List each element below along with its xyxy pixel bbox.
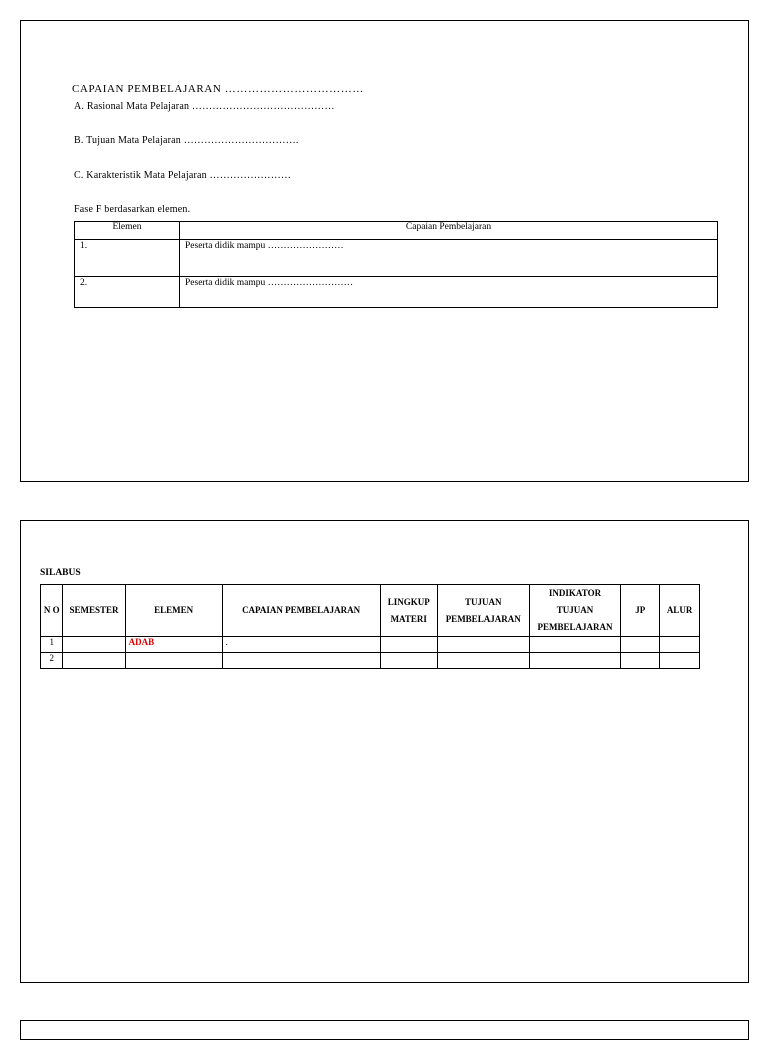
header-semester: SEMESTER: [63, 585, 125, 637]
cell-alur: [660, 653, 700, 669]
row-number: 2.: [75, 277, 180, 308]
cell-indikator: [529, 637, 621, 653]
cell-lingkup: [380, 637, 437, 653]
header-capaian: CAPAIAN PEMBELAJARAN: [222, 585, 380, 637]
cell-no: 2: [41, 653, 63, 669]
header-alur: ALUR: [660, 585, 700, 637]
table-row: [75, 240, 718, 277]
header-lingkup: LINGKUP MATERI: [380, 585, 437, 637]
cell-semester: [63, 653, 125, 669]
cell-jp: [621, 653, 660, 669]
karakteristik-item: C. Karakteristik Mata Pelajaran ……………………: [74, 170, 292, 181]
capaian-heading: CAPAIAN PEMBELAJARAN ………………………………: [72, 83, 364, 95]
row-number: 1.: [75, 240, 180, 277]
header-indikator: INDIKATOR TUJUAN PEMBELAJARAN: [529, 585, 621, 637]
cell-elemen: [125, 653, 222, 669]
silabus-title: SILABUS: [40, 568, 81, 578]
cell-tujuan: [437, 637, 529, 653]
cell-capaian: [222, 653, 380, 669]
rasional-item: A. Rasional Mata Pelajaran ……………………………………: [74, 101, 335, 112]
cell-lingkup: [380, 653, 437, 669]
capaian-table-header: [75, 222, 718, 240]
cell-alur: [660, 637, 700, 653]
silabus-table-header: [41, 585, 700, 637]
cell-capaian: .: [222, 637, 380, 653]
header-elemen: ELEMEN: [125, 585, 222, 637]
table-row: [41, 653, 700, 669]
fase-text: Fase F berdasarkan elemen.: [74, 204, 191, 215]
row-capaian: Peserta didik mampu ………………………: [180, 277, 718, 308]
table-row: [41, 637, 700, 653]
cell-semester: [63, 637, 125, 653]
document-page-3: [20, 1020, 749, 1040]
document-page-1: [20, 20, 749, 482]
document-page-2: [20, 520, 749, 983]
header-jp: JP: [621, 585, 660, 637]
capaian-table: [74, 221, 718, 308]
tujuan-item: B. Tujuan Mata Pelajaran …………………………….: [74, 135, 299, 146]
header-capaian: Capaian Pembelajaran: [180, 222, 718, 240]
cell-elemen: ADAB: [125, 637, 222, 653]
row-capaian: Peserta didik mampu ……………………: [180, 240, 718, 277]
cell-indikator: [529, 653, 621, 669]
header-no: N O: [41, 585, 63, 637]
table-row: [75, 277, 718, 308]
cell-no: 1: [41, 637, 63, 653]
header-tujuan: TUJUAN PEMBELAJARAN: [437, 585, 529, 637]
header-elemen: Elemen: [75, 222, 180, 240]
cell-jp: [621, 637, 660, 653]
cell-tujuan: [437, 653, 529, 669]
silabus-table: [40, 584, 700, 669]
